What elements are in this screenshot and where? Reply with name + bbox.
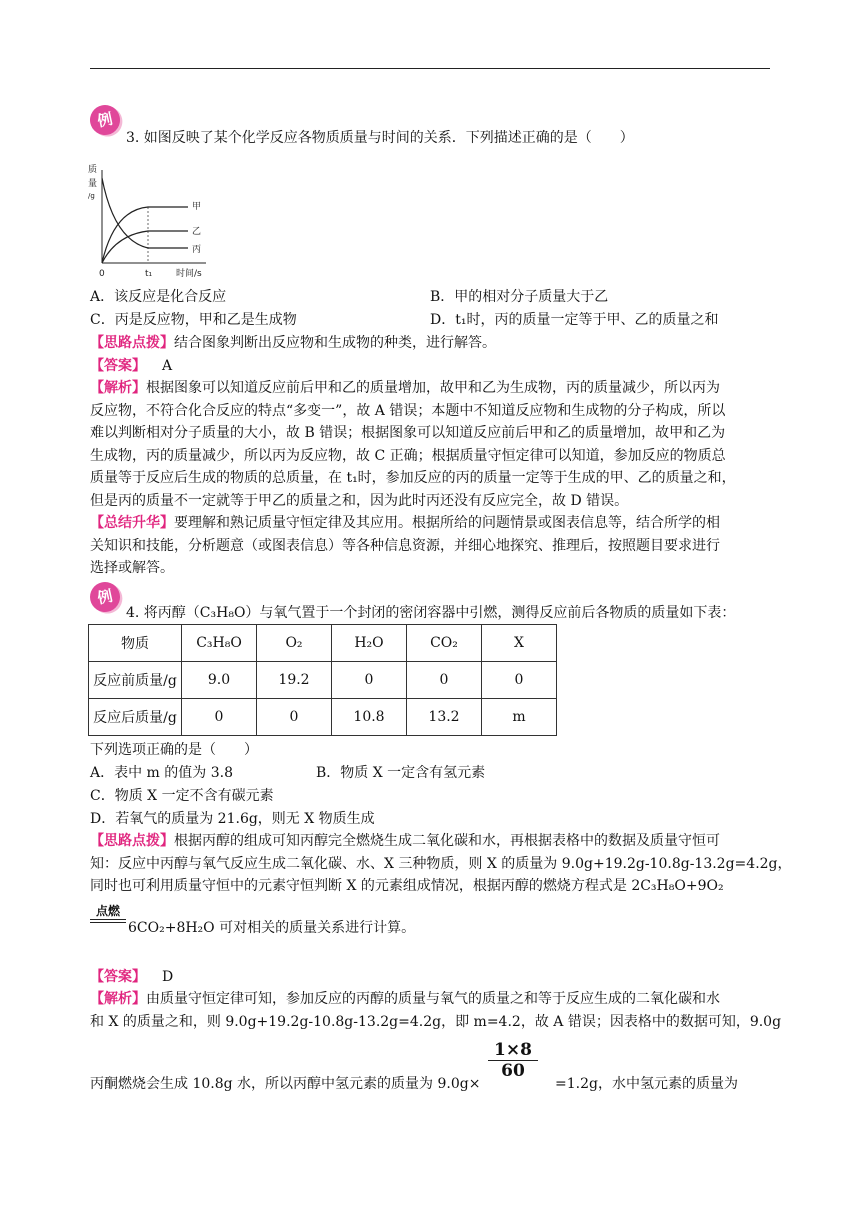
q4-option-c: C．物质 X 一定不含有碳元素 bbox=[90, 788, 274, 804]
example-badge: 例 bbox=[87, 579, 123, 615]
table-cell: 0 bbox=[482, 662, 557, 699]
table-cell: 0 bbox=[332, 662, 407, 699]
example-badge: 例 bbox=[87, 102, 123, 138]
question-3: 3. 如图反映了某个化学反应各物质质量与时间的关系．下列描述正确的是（ ） bbox=[126, 130, 634, 146]
question-4: 4. 将丙醇（C₃H₈O）与氧气置于一个封闭的密闭容器中引燃，测得反应前后各物质的质量如下表： bbox=[126, 605, 736, 621]
mass-table bbox=[88, 624, 557, 736]
q3-option-d: D．t₁时，丙的质量一定等于甲、乙的质量之和 bbox=[430, 312, 719, 328]
hint-tag: 【思路点拨】 bbox=[90, 335, 174, 351]
table-cell: 0 bbox=[407, 662, 482, 699]
series-line-jia bbox=[102, 207, 188, 263]
chart-ylabel-2: 量 bbox=[88, 179, 98, 189]
table-cell: 0 bbox=[257, 699, 332, 736]
table-row bbox=[89, 699, 557, 736]
chart-ylabel-unit: /g bbox=[88, 192, 95, 200]
q4-last-line-b: =1.2g，水中氢元素的质量为 bbox=[555, 1076, 738, 1092]
equals-sign bbox=[90, 919, 126, 923]
answer-value: D bbox=[162, 969, 174, 985]
table-cell: 反应前质量/g bbox=[89, 662, 182, 699]
q3-hint bbox=[90, 333, 496, 353]
chart-t1: t₁ bbox=[145, 269, 153, 279]
fraction bbox=[488, 1040, 538, 1081]
table-cell: m bbox=[482, 699, 557, 736]
table-header-cell: 物质 bbox=[89, 625, 182, 662]
chart-ylabel-1: 质 bbox=[88, 165, 98, 175]
header-rule bbox=[90, 68, 770, 69]
hint-text: 结合图象判断出反应物和生成物的种类，进行解答。 bbox=[174, 335, 496, 351]
q4-hint: 【思路点拨】根据丙醇的组成可知丙醇完全燃烧生成二氧化碳和水，再根据表格中的数据及质量守恒可 知：反应中丙醇与氧气反应生成二氧化碳、水、X 三种物质，则 X 的质量为 9.0g+19.2g-10.8g-13.2g=4.2g， 同时也可利用质量守恒中的元素守恒判断 X 的元素组成情况，根据丙醇的燃烧方程式是 2C₃H₈O+9O₂ bbox=[90, 833, 792, 894]
equation-rest: 6CO₂+8H₂O 可对相关的质量关系进行计算。 bbox=[128, 920, 416, 936]
q4-prompt: 下列选项正确的是（ ） bbox=[90, 742, 258, 758]
q3-option-a: A．该反应是化合反应 bbox=[90, 289, 227, 305]
table-row bbox=[89, 625, 557, 662]
table-header-cell: X bbox=[482, 625, 557, 662]
analysis-tag: 【解析】 bbox=[90, 380, 146, 396]
q4-analysis: 【解析】由质量守恒定律可知，参加反应的丙醇的质量与氧气的质量之和等于反应生成的二氧化碳和水 和 X 的质量之和，则 9.0g+19.2g-10.8g-13.2g=4.2g，即 m=4.2，故 A 错误；因表格中的数据可知，9.0g bbox=[90, 991, 782, 1030]
q3-analysis: 【解析】根据图象可以知道反应前后甲和乙的质量增加，故甲和乙为生成物，丙的质量减少，所以丙为 反应物，不符合化合反应的特点“多变一”，故 A 错误；本题中不知道反应物和生成物的分子构成，所以 难以判断相对分子质量的大小，故 B 错误；根据图象可以知道反应前后甲和乙的质量增加，故甲和乙为 生成物，丙的质量减少，所以丙为反应物，故 C 正确；根据质量守恒定律可以知道，参加反应的物质总 质量等于反应后生成的物质的总质量，在 t₁时，参加反应的丙的质量一定等于生成的甲、乙的质量之和， 但是丙的质量不一定就等于甲乙的质量之和，因为此时丙还没有反应完全，故 D 错误。 bbox=[90, 380, 736, 509]
q4-option-d: D．若氧气的质量为 21.6g，则无 X 物质生成 bbox=[90, 811, 375, 827]
fraction-numerator: 1×8 bbox=[488, 1040, 538, 1061]
table-cell: 9.0 bbox=[182, 662, 257, 699]
series-label-bing: 丙 bbox=[192, 245, 202, 255]
table-header-cell: H₂O bbox=[332, 625, 407, 662]
table-cell: 反应后质量/g bbox=[89, 699, 182, 736]
fraction-denominator: 60 bbox=[501, 1061, 525, 1081]
q3-summary: 【总结升华】要理解和熟记质量守恒定律及其应用。根据所给的问题情景或图表信息等，结合所学的相 关知识和技能，分析题意（或图表信息）等各种信息资源，并细心地探究、推理后，按照题目要求进行 选择或解答。 bbox=[90, 515, 720, 576]
answer-tag: 【答案】 bbox=[90, 358, 146, 374]
answer-tag: 【答案】 bbox=[90, 969, 146, 985]
q3-option-b: B．甲的相对分子质量大于乙 bbox=[430, 289, 609, 305]
series-label-yi: 乙 bbox=[192, 227, 202, 237]
table-header-cell: CO₂ bbox=[407, 625, 482, 662]
reaction-condition: 点燃 bbox=[95, 904, 120, 918]
q4-option-b: B．物质 X 一定含有氢元素 bbox=[316, 765, 486, 781]
analysis-tag: 【解析】 bbox=[90, 991, 146, 1007]
answer-value: A bbox=[162, 358, 173, 374]
summary-tag: 【总结升华】 bbox=[90, 515, 174, 531]
table-row bbox=[89, 662, 557, 699]
chart-xlabel: 时间/s bbox=[176, 269, 202, 279]
series-label-jia: 甲 bbox=[192, 202, 202, 212]
q4-last-line-a: 丙酮燃烧会生成 10.8g 水，所以丙醇中氢元素的质量为 9.0g× bbox=[90, 1076, 481, 1092]
hint-tag: 【思路点拨】 bbox=[90, 833, 174, 849]
chart-origin: 0 bbox=[99, 269, 105, 279]
series-line-bing bbox=[102, 178, 188, 248]
table-header-cell: O₂ bbox=[257, 625, 332, 662]
table-cell: 19.2 bbox=[257, 662, 332, 699]
table-cell: 13.2 bbox=[407, 699, 482, 736]
q4-answer bbox=[90, 967, 173, 987]
mass-time-chart bbox=[84, 160, 214, 280]
table-cell: 0 bbox=[182, 699, 257, 736]
q3-option-c: C．丙是反应物，甲和乙是生成物 bbox=[90, 312, 297, 328]
q3-answer bbox=[90, 356, 172, 376]
table-header-cell: C₃H₈O bbox=[182, 625, 257, 662]
table-cell: 10.8 bbox=[332, 699, 407, 736]
q4-option-a: A．表中 m 的值为 3.8 bbox=[90, 765, 234, 781]
